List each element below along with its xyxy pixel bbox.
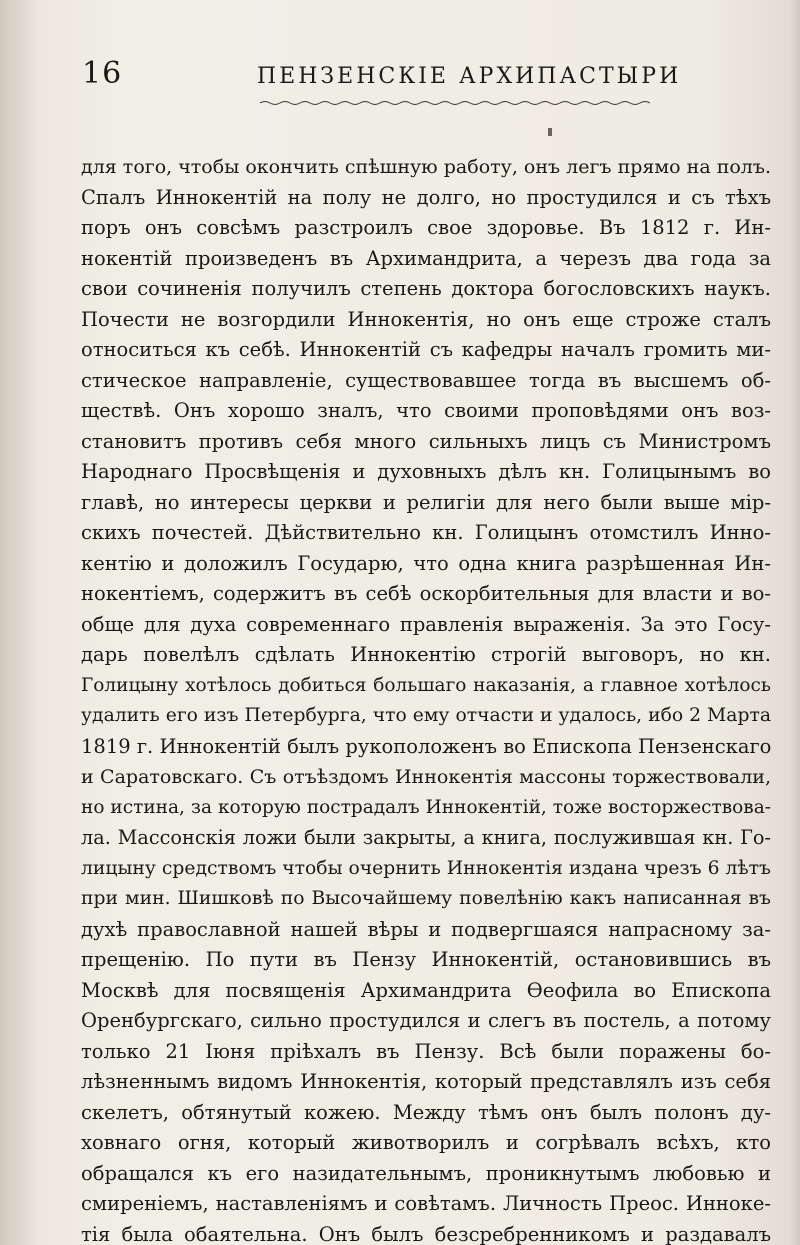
text-line: 1819 г. Иннокентій былъ рукоположенъ во Епископа Пензенскаго bbox=[81, 734, 771, 758]
text-line: главѣ, но интересы церкви и религіи для него были выше мір- bbox=[81, 490, 771, 514]
text-line: становитъ противъ себя много сильныхъ лицъ съ Министромъ bbox=[81, 429, 771, 453]
text-line: скихъ почестей. Дѣйствительно кн. Голицынъ отомстилъ Инно- bbox=[81, 521, 771, 544]
text-line: но истина, за которую пострадалъ Иннокентій, тоже восторжествова- bbox=[81, 796, 771, 818]
text-line: тія была обаятельна. Онъ былъ безсребренникомъ и раздавалъ bbox=[81, 1222, 771, 1245]
text-line: Спалъ Иннокентій на полу не долго, но простудился и съ тѣхъ bbox=[81, 185, 771, 209]
page-number: 16 bbox=[82, 56, 123, 91]
text-line: только 21 Іюня пріѣхалъ въ Пензу. Всѣ были поражены бо- bbox=[81, 1039, 771, 1063]
text-line: нокентій произведенъ въ Архимандрита, а черезъ два года за bbox=[81, 246, 771, 270]
text-line: удалить его изъ Петербурга, что ему отчасти и удалось, ибо 2 Марта bbox=[81, 705, 771, 726]
text-line: свои сочиненія получилъ степень доктора богословскихъ наукъ. bbox=[81, 277, 771, 300]
running-title: ПЕНЗЕНСКІЕ АРХИПАСТЫРИ bbox=[257, 64, 682, 89]
text-line: ховнаго огня, который животворилъ и согрѣвалъ всѣхъ, кто bbox=[81, 1131, 771, 1154]
text-line: обще для духа современнаго правленія выраженія. За это Госу- bbox=[81, 612, 771, 636]
text-line: Народнаго Просвѣщенія и духовныхъ дѣлъ кн. Голицынымъ во bbox=[81, 460, 771, 483]
text-line: лицыну средствомъ чтобы очернить Иннокентія издана чрезъ 6 лѣтъ bbox=[81, 857, 771, 879]
decorative-rule bbox=[260, 100, 650, 106]
text-line: Оренбургскаго, сильно простудился и слегъ въ постель, а потому bbox=[81, 1009, 771, 1032]
text-line: кентію и доложилъ Государю, что одна книга разрѣшенная Ин- bbox=[81, 551, 771, 575]
text-line: прещенію. По пути въ Пензу Иннокентій, остановившись въ bbox=[81, 948, 771, 971]
text-line: обращался къ его назидательнымъ, проникнутымъ любовью и bbox=[81, 1161, 771, 1185]
text-line: ществѣ. Онъ хорошо зналъ, что своими проповѣдями онъ воз- bbox=[81, 399, 771, 422]
text-line: лѣзненнымъ видомъ Иннокентія, который представлялъ изъ себя bbox=[81, 1070, 771, 1093]
text-line: ла. Массонскія ложи были закрыты, а книга, послужившая кн. Го- bbox=[81, 826, 771, 849]
text-line: скелетъ, обтянутый кожею. Между тѣмъ онъ былъ полонъ ду- bbox=[81, 1100, 771, 1124]
text-line: Голицыну хотѣлось добиться большаго наказанія, а главное хотѣлось bbox=[81, 674, 771, 696]
body-text bbox=[81, 152, 771, 1245]
text-line: при мин. Шишковѣ по Высочайшему повелѣнію какъ написанная въ bbox=[81, 888, 771, 909]
text-line: поръ онъ совсѣмъ разстроилъ свое здоровье. Въ 1812 г. Ин- bbox=[81, 216, 771, 239]
text-line: смиреніемъ, наставленіямъ и совѣтамъ. Личность Преос. Инноке- bbox=[81, 1192, 771, 1215]
text-line: для того, чтобы окончить спѣшную работу, онъ легъ прямо на полъ. bbox=[81, 156, 771, 178]
text-line: дарь повелѣлъ сдѣлать Иннокентію строгій выговоръ, но кн. bbox=[81, 643, 771, 666]
text-line: Москвѣ для посвященія Архимандрита Өеофила во Епископа bbox=[81, 978, 771, 1002]
text-line: духѣ православной нашей вѣры и подвергшаяся напрасному за- bbox=[81, 917, 771, 941]
text-line: нокентіемъ, содержитъ въ себѣ оскорбительныя для власти и во- bbox=[81, 582, 771, 605]
text-line: и Саратовскаго. Съ отъѣздомъ Иннокентія массоны торжествовали, bbox=[81, 766, 771, 788]
text-line: относиться къ себѣ. Иннокентій съ кафедры началъ громить ми- bbox=[81, 338, 771, 361]
text-line: Почести не возгордили Иннокентія, но онъ еще строже сталъ bbox=[81, 307, 771, 331]
page-header bbox=[80, 56, 740, 106]
text-line: стическое направленіе, существовавшее тогда въ высшемъ об- bbox=[81, 368, 771, 392]
margin-mark bbox=[548, 128, 552, 136]
